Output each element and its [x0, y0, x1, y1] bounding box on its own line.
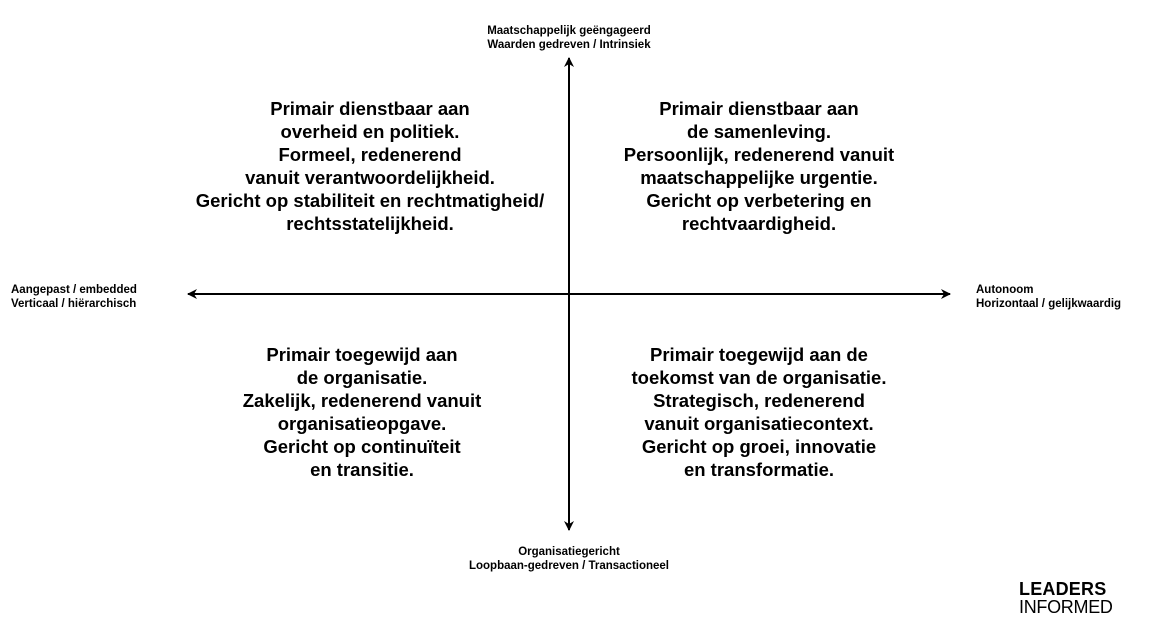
axis-label-right-line2: Horizontaal / gelijkwaardig — [976, 298, 1122, 310]
quadrant-text-line: Primair dienstbaar aan — [270, 98, 470, 119]
quadrant-bottom-left — [152, 343, 572, 481]
quadrant-text-line: vanuit organisatiecontext. — [644, 413, 874, 434]
axis-label-top-line1: Maatschappelijk geëngageerd — [487, 25, 651, 37]
quadrant-bottom-right — [549, 343, 969, 481]
quadrant-text-line: de organisatie. — [296, 367, 428, 388]
axis-label-right-line1: Autonoom — [976, 284, 1034, 296]
quadrant-text-line: Gericht op continuïteit — [263, 436, 461, 457]
quadrant-text-line: Formeel, redenerend — [278, 144, 462, 165]
axis-label-left — [11, 283, 137, 311]
logo-text-leaders: LEADERS — [1019, 579, 1107, 599]
quadrant-text-line: toekomst van de organisatie. — [631, 367, 887, 388]
quadrant-text-line: rechtsstatelijkheid. — [286, 213, 454, 234]
quadrant-text-line: Primair toegewijd aan de — [650, 344, 868, 365]
axis-label-bottom-line2: Loopbaan-gedreven / Transactioneel — [468, 560, 670, 572]
quadrant-top-right — [549, 97, 969, 235]
quadrant-text-line: maatschappelijke urgentie. — [640, 167, 878, 188]
axis-label-right — [976, 283, 1121, 311]
quadrant-text-line: en transformatie. — [683, 459, 835, 480]
axis-label-bottom — [469, 545, 669, 573]
quadrant-text-line: overheid en politiek. — [280, 121, 460, 142]
logo-text-informed: INFORMED — [1019, 597, 1113, 617]
quadrant-text-line: rechtvaardigheid. — [681, 213, 837, 234]
axis-label-left-line2: Verticaal / hiërarchisch — [11, 298, 137, 310]
axis-label-left-line1: Aangepast / embedded — [11, 284, 137, 296]
quadrant-text-line: Zakelijk, redenerend vanuit — [242, 390, 482, 411]
quadrant-text-line: organisatieopgave. — [277, 413, 447, 434]
axis-label-top — [487, 24, 651, 52]
quadrant-text-line: Persoonlijk, redenerend vanuit — [623, 144, 895, 165]
axis-label-top-line2: Waarden gedreven / Intrinsiek — [487, 39, 651, 51]
quadrant-text-line: Gericht op verbetering en — [646, 190, 872, 211]
quadrant-text-line: Primair toegewijd aan — [266, 344, 458, 365]
quadrant-text-line: Gericht op stabiliteit en rechtmatigheid/ — [195, 190, 545, 211]
leaders-informed-logo — [1019, 580, 1113, 616]
quadrant-text-line: en transitie. — [310, 459, 414, 480]
quadrant-text-line: Strategisch, redenerend — [653, 390, 865, 411]
quadrant-text-line: Gericht op groei, innovatie — [641, 436, 877, 457]
quadrant-text-line: Primair dienstbaar aan — [659, 98, 859, 119]
quadrant-top-left — [160, 97, 580, 235]
quadrant-text-line: vanuit verantwoordelijkheid. — [245, 167, 495, 188]
axis-label-bottom-line1: Organisatiegericht — [518, 546, 620, 558]
quadrant-text-line: de samenleving. — [687, 121, 831, 142]
